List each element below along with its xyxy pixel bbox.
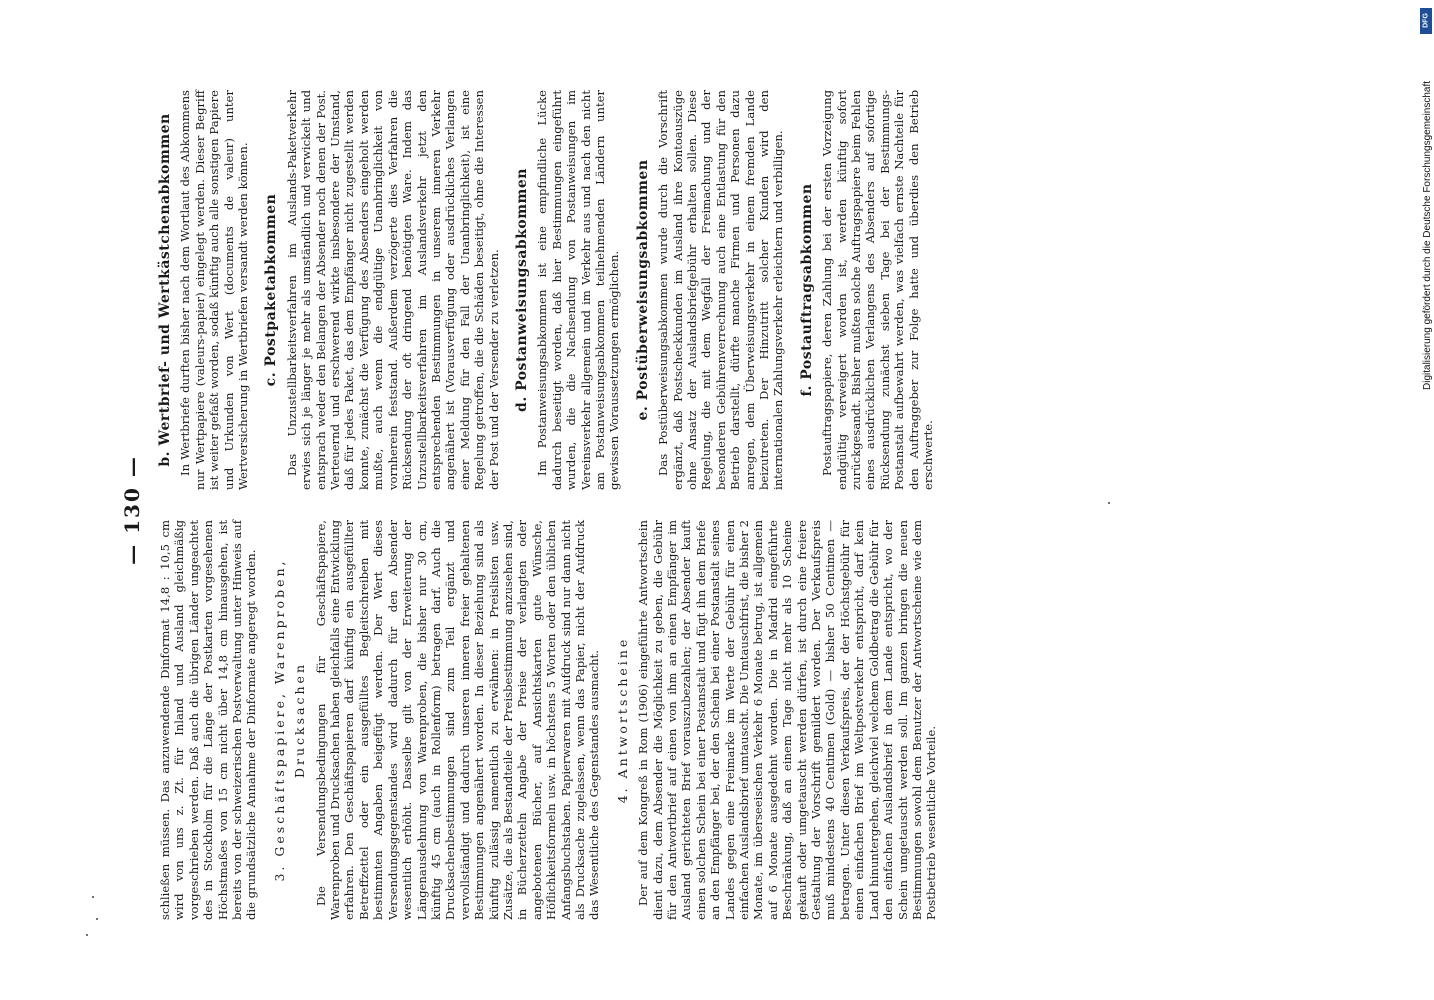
- section-d-heading: d. Postanweisungsabkommen: [513, 168, 530, 412]
- scan-speck: [92, 896, 94, 898]
- section-3-paragraph: Die Versendungsbedingungen für Geschäftspapiere, Warenproben und Drucksachen haben gleichfalls eine Entwicklung erfahren. Den Geschäftspapieren darf künftig ein ausgefüllter Betreffzettel oder ein ausgefülltes Begleitschreiben mit bestimmten Angaben beigefügt werden. Der Wert dieses Versendungsgegenstandes wird dadurch für den Absender wesentlich erhöht. Dasselbe gilt von der Erweiterung der Längenausdehnung von Warenproben, die bisher nur 30 cm, künftig 45 cm (auch in Rollenform) betragen darf. Auch die Drucksachenbestimmungen sind zum Teil ergänzt und vervollständigt und dadurch unseren inneren freier gehaltenen Bestimmungen angenähert worden. In dieser Beziehung sind als künftig zulässig namentlich zu erwähnen: in Preislisten usw. Zusätze, die als Bestandteile der Preisbestimmung anzusehen sind, in Bücherzetteln Angabe der Preise der verlangten oder angebotenen Bücher, auf Ansichtskarten gute Wünsche, Höflichkeitsformeln usw. in höchstens 5 Worten oder den üblichen Anfangsbuchstaben. Papierwaren mit Aufdruck sind nur dann nicht als Drucksache zugelassen, wenn das Papier, nicht der Aufdruck das Wesentliche des Gegenstandes ausmacht.: [313, 520, 602, 920]
- section-b-paragraph: In Wertbriefe durften bisher nach dem Wortlaut des Abkommens nur Wertpapiere (valeurs-papier) eingelegt werden. Dieser Begriff ist weiter gefaßt worden, sodaß künftig auch alle sonstigen Papiere und Urkunden von Wert (documents de valeur) unter Wertversicherung in Wertbriefen versandt werden können.: [178, 90, 251, 490]
- section-f-paragraph: Postauftragspapiere, deren Zahlung bei der ersten Vorzeigung endgültig verweigert worden ist, werden künftig sofort zurückgesandt. Bisher mußten solche Auftragspapiere beim Fehlen eines ausdrücklichen Verlangens des Absenders auf sofortige Rücksendung zunächst sieben Tage bei der Bestimmungs-Postanstalt aufbewahrt werden, was vielfach ernste Nachteile für den Auftraggeber zur Folge hatte und überdies den Betrieb erschwerte.: [820, 90, 936, 490]
- section-3-subheading: Drucksachen: [292, 662, 308, 778]
- page-number: — 130 —: [120, 455, 144, 565]
- scan-speck: [96, 918, 98, 920]
- paragraph-intro: schließen müssen. Das anzuwendende Dinformat 14,8 : 10,5 cm wird von uns z. Zt. für Inland und Ausland gleichmäßig vorgeschrieben werden. Daß auch die übrigen Länder ungeachtet des in Stockholm für die Länge der Postkarten vorgesehenen Höchstmaßes von 15 cm nicht über 14,8 cm hinausgehen, ist bereits von der schweizerischen Postverwaltung unter Hinweis auf die grundsätzliche Annahme der Dinformate angeregt worden.: [158, 520, 259, 920]
- section-3-heading: 3. Geschäftspapiere, Warenproben,: [271, 558, 287, 882]
- section-e-heading: e. Postüberweisungsabkommen: [634, 159, 651, 421]
- section-f-heading: f. Postauftragsabkommen: [798, 183, 815, 397]
- dfg-logo-text: DFG: [1422, 13, 1430, 28]
- scan-speck: [1108, 502, 1110, 504]
- section-c-heading: c. Postpaketabkommen: [263, 193, 280, 387]
- rotated-page: [120, 80, 1320, 940]
- credit-text: Digitalisierung gefördert durch die Deutsche Forschungsgemeinschaft: [1422, 80, 1433, 390]
- scan-speck: [86, 934, 88, 936]
- section-c-paragraph: Das Unzustellbarkeitsverfahren im Auslands-Paketverkehr erwies sich je länger je mehr als umständlich und verwickelt und entsprach weder den Belangen der Absender noch denen der Post. Verteuernd und erschwerend wirkte insbesondere der Umstand, daß für jedes Paket, das dem Empfänger nicht zugestellt werden konnte, zunächst die Verfügung des Absenders eingeholt werden mußte, auch wenn die endgültige Unanbringlichkeit von vornherein feststand. Außerdem verzögerte dies Verfahren die Rücksendung der oft dringend benötigten Ware. Indem das Unzustellbarkeitsverfahren im Auslandsverkehr jetzt den entsprechenden Bestimmungen in unserem inneren Verkehr angenähert ist (Vorausverfügung oder ausdrückliches Verlangen einer Meldung für den Fall der Unanbringlichkeit), ist eine Regelung getroffen, die die Schäden beseitigt, ohne die Interessen der Post und der Versender zu verletzen.: [284, 90, 501, 490]
- left-column: [158, 520, 939, 920]
- section-b-heading: b. Wertbrief- und Wertkästchenabkommen: [157, 113, 173, 467]
- digitization-credit: [1418, 10, 1434, 390]
- section-4-heading: 4. Antwortscheine: [614, 636, 630, 804]
- section-e-paragraph: Das Postüberweisungsabkommen wurde durch die Vorschrift ergänzt, daß Postscheckkunden im Ausland ihre Kontoauszüge ohne Ansatz der Auslandsbriefgebühr erhalten sollen. Diese Regelung, die mit dem Wegfall der Freimachung und der besonderen Gebührenverrechnung auch eine Entlastung für den Betrieb darstellt, dürfte manche Firmen und Personen dazu anregen, dem Überweisungsverkehr in einem fremden Lande beizutreten. Der Hinzutritt solcher Kunden wird den internationalen Zahlungsverkehr erleichtern und verbilligen.: [656, 90, 786, 490]
- section-4-paragraph: Der auf dem Kongreß in Rom (1906) eingeführte Antwortschein dient dazu, dem Absender die Möglichkeit zu geben, die Gebühr für den Antwortbrief auf einen von ihm an einen Empfänger im Ausland gerichteten Brief vorauszubezahlen; der Absender kauft einen solchen Schein bei einer Postanstalt und fügt ihn dem Briefe an den Empfänger bei, der den Schein bei einer Postanstalt seines Landes gegen eine Freimarke im Werte der Gebühr für einen einfachen Auslandsbrief umtauscht. Die Umtauschfrist, die bisher 2 Monate, im überseeischen Verkehr 6 Monate betrug, ist allgemein auf 6 Monate ausgedehnt worden. Die in Madrid eingeführte Beschränkung, daß an einem Tage nicht mehr als 10 Scheine gekauft oder umgetauscht werden dürfen, ist durch eine freiere Gestaltung der Vorschrift gemildert worden. Der Verkaufspreis muß mindestens 40 Centimen (Gold) — bisher 50 Centimen — betragen. Unter diesen Verkaufspreis, der der Höchstgebühr für einen einfachen Brief im Weltpostverkehr entspricht, darf kein Land hinuntergehen, gleichviel welchem Goldbetrag die Gebühr für den einfachen Auslandsbrief in dem Lande entspricht, wo der Schein umgetauscht werden soll. Im ganzen bringen die neuen Bestimmungen sowohl dem Benutzer der Antwortscheine wie dem Postbetrieb wesentliche Vorteile.: [636, 520, 939, 920]
- right-column: [158, 90, 936, 490]
- section-d-paragraph: Im Postanweisungsabkommen ist eine empfindliche Lücke dadurch beseitigt worden, daß hier Bestimmungen eingeführt wurden, die die Nachsendung von Postanweisungen im Vereinsverkehr allgemein und im Verkehr aus und nach den nicht am Postanweisungsabkommen teilnehmenden Ländern unter gewissen Voraussetzungen ermöglichen.: [535, 90, 622, 490]
